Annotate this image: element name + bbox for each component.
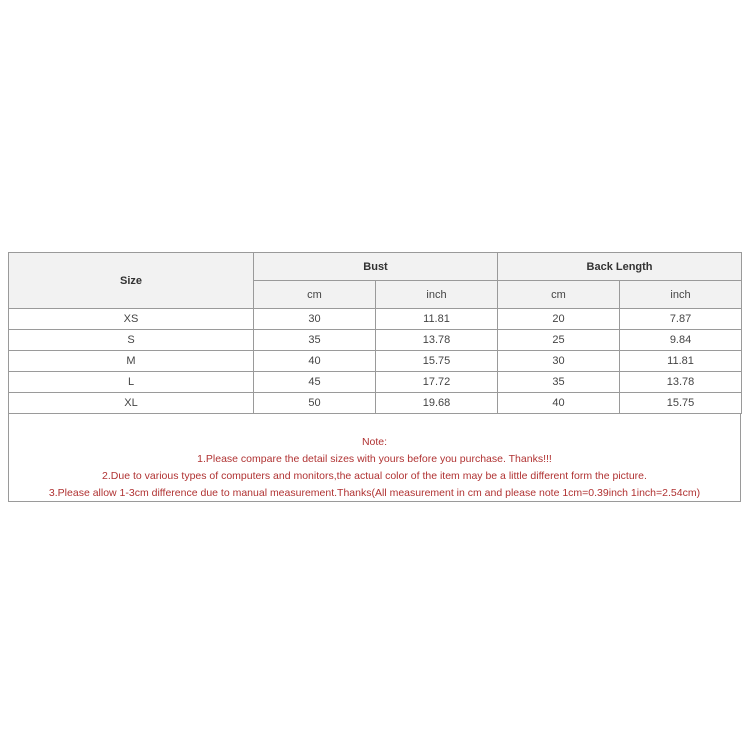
table-row: [9, 309, 742, 330]
bust-inch-header: inch: [376, 281, 498, 309]
back-cm-header: cm: [498, 281, 620, 309]
back-inch-cell: 13.78: [620, 372, 742, 393]
notes-box: [8, 414, 741, 502]
bust-column-header: Bust: [254, 253, 498, 281]
size-cell: S: [9, 330, 254, 351]
notes-title: Note:: [361, 436, 388, 448]
bust-cm-cell: 30: [254, 309, 376, 330]
bust-cm-cell: 35: [254, 330, 376, 351]
table-row: [9, 372, 742, 393]
back-inch-cell: 7.87: [620, 309, 742, 330]
size-table: [8, 252, 742, 414]
back-cm-cell: 25: [498, 330, 620, 351]
back-inch-header: inch: [620, 281, 742, 309]
size-cell: M: [9, 351, 254, 372]
bust-cm-cell: 50: [254, 393, 376, 414]
back-cm-cell: 35: [498, 372, 620, 393]
back-cm-cell: 20: [498, 309, 620, 330]
size-cell: L: [9, 372, 254, 393]
table-row: [9, 393, 742, 414]
note-line-1: 1.Please compare the detail sizes with yours before you purchase. Thanks!!!: [197, 453, 552, 465]
back-inch-cell: 11.81: [620, 351, 742, 372]
bust-inch-cell: 17.72: [376, 372, 498, 393]
bust-inch-cell: 11.81: [376, 309, 498, 330]
note-line-2: 2.Due to various types of computers and monitors,the actual color of the item may be a little different form the picture.: [102, 470, 647, 482]
size-cell: XL: [9, 393, 254, 414]
back-cm-cell: 30: [498, 351, 620, 372]
note-line-3: 3.Please allow 1-3cm difference due to manual measurement.Thanks(All measurement in cm and please note 1cm=0.39inch 1inch=2.54cm): [48, 487, 701, 499]
back-cm-cell: 40: [498, 393, 620, 414]
bust-inch-cell: 13.78: [376, 330, 498, 351]
bust-inch-cell: 15.75: [376, 351, 498, 372]
bust-cm-cell: 40: [254, 351, 376, 372]
table-row: [9, 351, 742, 372]
size-column-header: Size: [9, 253, 254, 309]
back-inch-cell: 9.84: [620, 330, 742, 351]
table-row: [9, 330, 742, 351]
back-inch-cell: 15.75: [620, 393, 742, 414]
header-row-groups: [9, 253, 742, 281]
bust-cm-cell: 45: [254, 372, 376, 393]
back-length-column-header: Back Length: [498, 253, 742, 281]
size-cell: XS: [9, 309, 254, 330]
bust-cm-header: cm: [254, 281, 376, 309]
size-chart: [8, 252, 741, 502]
bust-inch-cell: 19.68: [376, 393, 498, 414]
